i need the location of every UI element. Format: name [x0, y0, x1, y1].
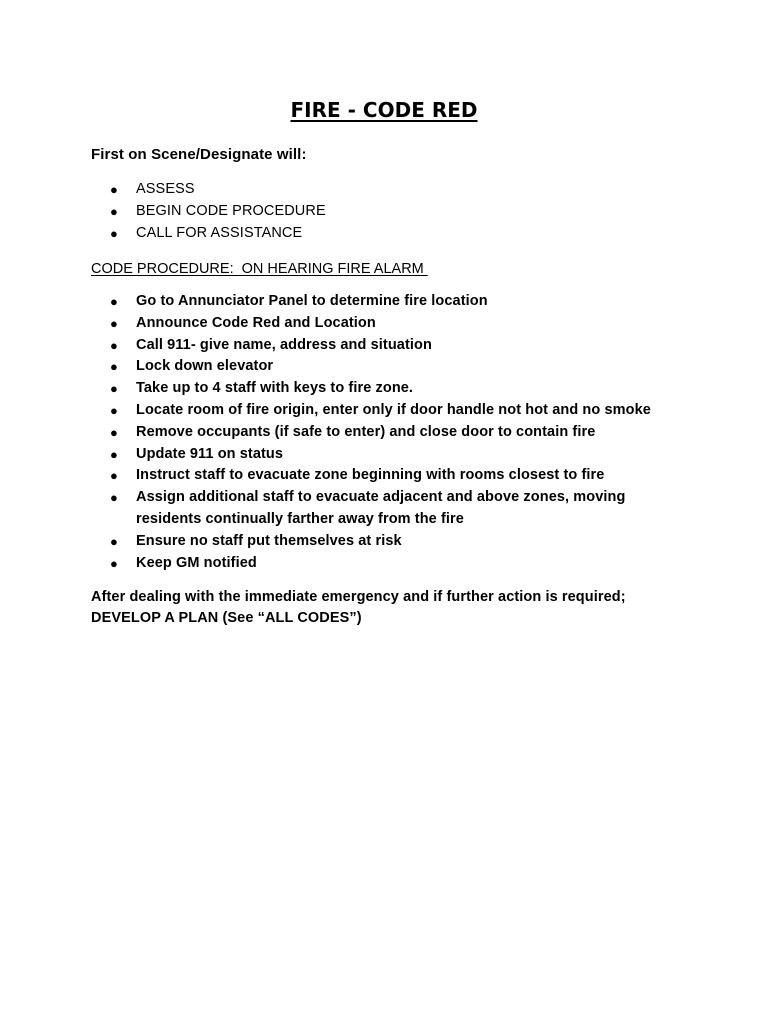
list-item-text: Update 911 on status	[136, 445, 284, 462]
bullet-icon: ●	[110, 402, 118, 418]
list-item	[110, 378, 680, 400]
list-item-text: Lock down elevator	[136, 358, 274, 375]
list-item-text: Assign additional staff to evacuate adjacent and above zones, moving residents continually farther away from the fire	[136, 489, 626, 527]
closing-paragraph	[91, 587, 691, 629]
list-item-text: Locate room of fire origin, enter only if door handle not hot and no smoke	[136, 401, 651, 418]
list-item-text: Instruct staff to evacuate zone beginning with rooms closest to fire	[136, 467, 605, 484]
list-item	[110, 313, 680, 335]
intro-text: First on Scene/Designate will:	[91, 146, 307, 163]
list-item	[110, 400, 680, 422]
list-item	[110, 356, 680, 378]
list-item	[110, 179, 326, 201]
bullet-icon: ●	[110, 182, 118, 197]
list-item-text: CALL FOR ASSISTANCE	[136, 224, 303, 241]
closing-line: After dealing with the immediate emergency and if further action is required;	[91, 589, 626, 605]
list-item	[110, 531, 680, 553]
list-item-text: Ensure no staff put themselves at risk	[136, 532, 402, 549]
closing-line: DEVELOP A PLAN (See “ALL CODES”)	[91, 610, 362, 626]
list-item-text: BEGIN CODE PROCEDURE	[136, 202, 326, 219]
list-item	[110, 201, 326, 223]
bullet-icon: ●	[110, 337, 118, 353]
list-item	[110, 422, 680, 444]
list-item	[110, 223, 326, 245]
list-item	[110, 335, 680, 357]
bullet-icon: ●	[110, 315, 118, 331]
procedure-heading: CODE PROCEDURE: ON HEARING FIRE ALARM	[91, 261, 428, 277]
bullet-icon: ●	[110, 359, 118, 375]
bullet-icon: ●	[110, 468, 118, 484]
bullet-icon: ●	[110, 225, 118, 241]
list-item-text: Take up to 4 staff with keys to fire zone.	[136, 380, 414, 397]
bullet-icon: ●	[110, 381, 118, 397]
bullet-icon: ●	[110, 555, 118, 571]
bullet-icon: ●	[110, 424, 118, 440]
list-item	[110, 465, 680, 487]
initial-actions-list	[110, 179, 326, 244]
list-item-text: ASSESS	[136, 181, 195, 197]
procedure-steps-list	[110, 291, 680, 574]
bullet-icon: ●	[110, 203, 118, 219]
list-item	[110, 291, 680, 313]
list-item-text: Call 911- give name, address and situation	[136, 336, 432, 353]
list-item-text: Keep GM notified	[136, 554, 257, 571]
bullet-icon: ●	[110, 490, 118, 506]
list-item-text: Go to Annunciator Panel to determine fire location	[136, 293, 488, 309]
bullet-icon: ●	[110, 533, 118, 549]
list-item	[110, 553, 680, 575]
bullet-icon: ●	[110, 446, 118, 462]
list-item-text: Remove occupants (if safe to enter) and close door to contain fire	[136, 423, 596, 440]
list-item-text: Announce Code Red and Location	[136, 314, 376, 331]
list-item	[110, 444, 680, 466]
list-item	[110, 487, 680, 531]
document-title: FIRE - CODE RED	[290, 98, 478, 122]
bullet-icon: ●	[110, 294, 118, 309]
